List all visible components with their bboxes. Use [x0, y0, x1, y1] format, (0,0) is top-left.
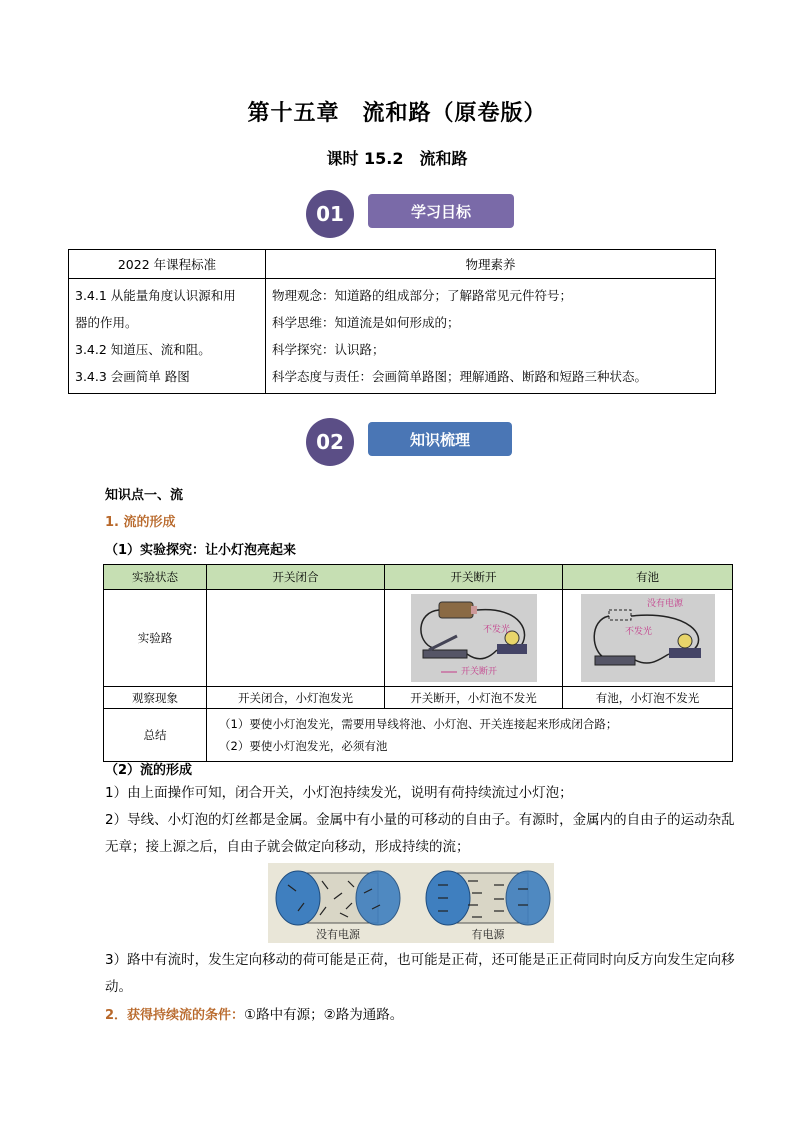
row-label: 总结 — [104, 709, 207, 762]
objectives-table — [68, 249, 716, 394]
summary-line: （2）要使小灯泡发光，必须有池 — [219, 739, 388, 753]
literacy-line: 物理观念：知道路的组成部分；了解路常见元件符号； — [272, 288, 573, 303]
objectives-col2-cell — [266, 279, 716, 394]
circuit-image-cell — [385, 590, 563, 687]
row-label: 观察现象 — [104, 687, 207, 709]
table-header-cell: 实验状态 — [104, 565, 207, 590]
sub-heading-experiment: （1）实验探究：让小灯泡亮起来 — [105, 543, 297, 558]
paragraph-3: 3）路中有流时，发生定向移动的荷可能是正荷，也可能是正荷，还可能是正正荷同时向反方向发生定向移动。 — [105, 952, 735, 995]
label-switch-open: 开关断开 — [460, 667, 497, 677]
sub-heading-formation: （2）流的形成 — [105, 763, 193, 778]
knowledge-point-title: 知识点一、流 — [105, 488, 184, 503]
label-no-light: 不发光 — [624, 627, 652, 637]
heading-sustained-current: 2．获得持续流的条件： — [105, 1008, 245, 1023]
condition-text: ①路中有源；②路为通路。 — [244, 1007, 404, 1023]
standard-line: 器的作用。 — [75, 315, 138, 330]
caption-no-source: 没有电源 — [316, 928, 360, 941]
label-not-lit: 不发光 — [482, 625, 510, 635]
empty-circuit-cell — [207, 590, 385, 687]
observation-cell: 有池，小灯泡不发光 — [563, 687, 733, 709]
summary-cell — [207, 709, 733, 762]
observation-cell: 开关断开，小灯泡不发光 — [385, 687, 563, 709]
row-label: 实验路 — [104, 590, 207, 687]
condition-line — [105, 1003, 403, 1023]
label-no-source: 没有电源 — [646, 599, 683, 609]
objectives-col1-cell — [69, 279, 266, 394]
literacy-line: 科学态度与责任：会画简单路图；理解通路、断路和短路三种状态。 — [272, 369, 648, 384]
observation-cell: 开关闭合，小灯泡发光 — [207, 687, 385, 709]
paragraph-1: 1）由上面操作可知，闭合开关，小灯泡持续发光，说明有荷持续流过小灯泡； — [105, 785, 573, 801]
no-source-circuit-image — [581, 594, 715, 682]
paragraph-2: 2）导线、小灯泡的灯丝都是金属。金属中有小量的可移动的自由子。有源时，金属内的自由子的运动杂乱无章；接上源之后，自由子就会做定向移动，形成持续的流； — [105, 812, 735, 855]
table-header-cell: 开关闭合 — [207, 565, 385, 590]
page-subtitle: 课时 15.2 流和路 — [326, 149, 468, 168]
page-title: 第十五章 流和路（原卷版） — [247, 101, 547, 126]
heading-current-formation: 1. 流的形成 — [105, 515, 176, 530]
literacy-line: 科学探究：认识路； — [272, 342, 385, 357]
section-number: 01 — [306, 190, 354, 238]
caption-with-source: 有电源 — [471, 928, 505, 941]
section-label: 学习目标 — [368, 194, 514, 228]
experiment-table — [103, 564, 733, 762]
section-header-02 — [306, 418, 516, 458]
switch-open-circuit-image — [411, 594, 537, 682]
objectives-col2-header: 物理素养 — [266, 250, 716, 279]
section-header-01 — [306, 190, 516, 230]
literacy-line: 科学思维：知道流是如何形成的； — [272, 315, 460, 330]
table-header-cell: 开关断开 — [385, 565, 563, 590]
section-number: 02 — [306, 418, 354, 466]
standard-line: 3.4.3 会画简单 路图 — [75, 369, 190, 384]
objectives-col1-header: 2022 年课程标准 — [69, 250, 266, 279]
summary-line: （1）要使小灯泡发光，需要用导线将池、小灯泡、开关连接起来形成闭合路； — [219, 717, 618, 731]
table-header-cell: 有池 — [563, 565, 733, 590]
electron-motion-figure — [268, 863, 554, 943]
circuit-image-cell — [563, 590, 733, 687]
standard-line: 3.4.1 从能量角度认识源和用 — [75, 288, 236, 303]
section-label: 知识梳理 — [368, 422, 512, 456]
standard-line: 3.4.2 知道压、流和阻。 — [75, 342, 211, 357]
